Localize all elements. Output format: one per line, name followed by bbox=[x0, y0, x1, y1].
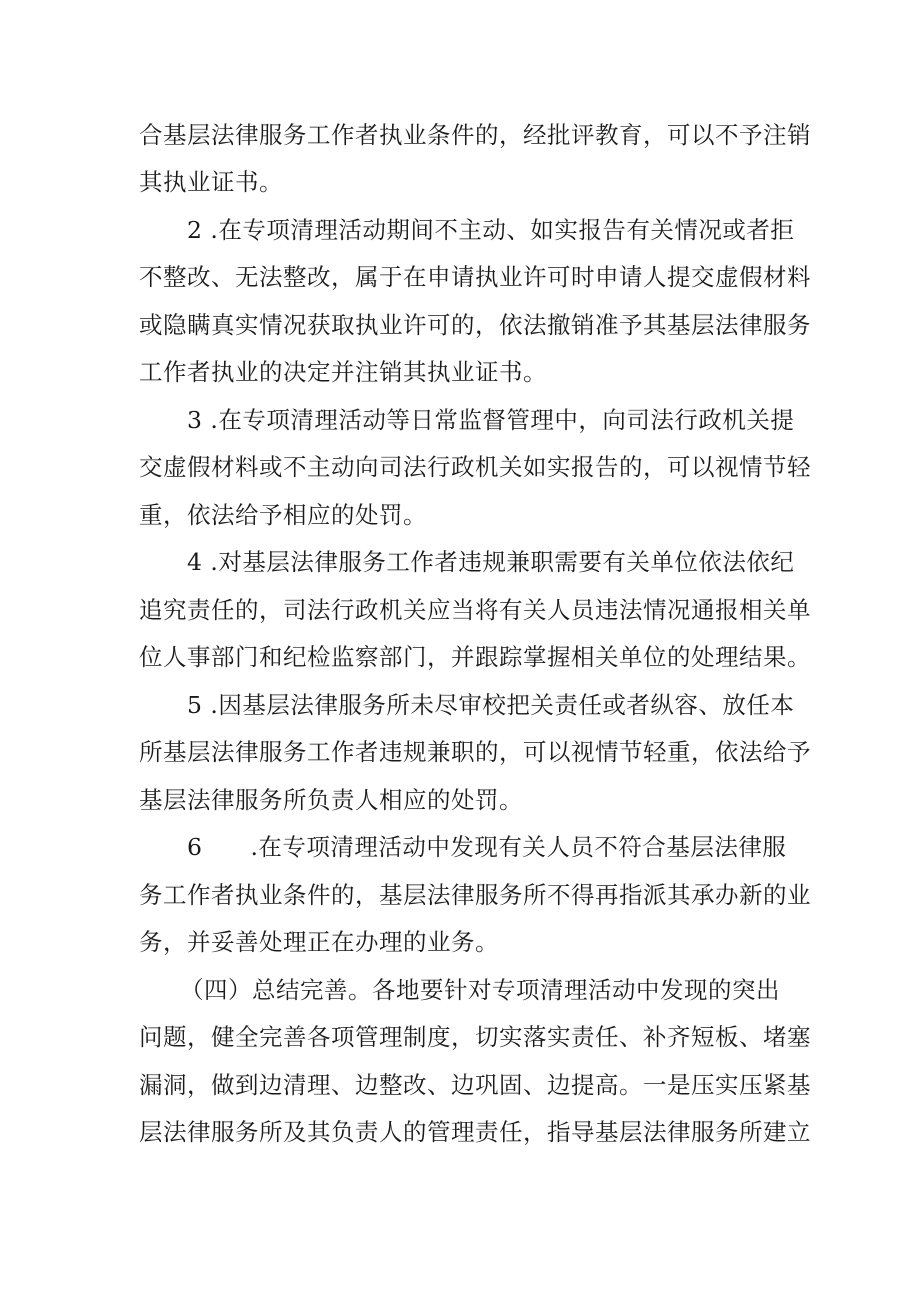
list-item-4: 4 .对基层法律服务工作者违规兼职需要有关单位依法依纪 bbox=[187, 548, 795, 576]
text-line: 务工作者执业条件的，基层法律服务所不得再指派其承办新的业 bbox=[139, 881, 811, 909]
text-line: 交虚假材料或不主动向司法行政机关如实报告的，可以视情节轻 bbox=[139, 453, 811, 481]
text-line: 或隐瞒真实情况获取执业许可的，依法撤销准予其基层法律服务 bbox=[139, 311, 811, 339]
text-line: 问题，健全完善各项管理制度，切实落实责任、补齐短板、堵塞 bbox=[139, 1023, 811, 1051]
text-line: 务，并妥善处理正在办理的业务。 bbox=[139, 928, 499, 956]
list-item-5: 5 .因基层法律服务所未尽审校把关责任或者纵容、放任本 bbox=[187, 691, 795, 719]
list-item-3: 3 .在专项清理活动等日常监督管理中，向司法行政机关提 bbox=[187, 406, 795, 434]
text-line: 追究责任的，司法行政机关应当将有关人员违法情况通报相关单 bbox=[139, 596, 811, 624]
text-line: 其执业证书。 bbox=[139, 168, 283, 196]
text-line: 所基层法律服务工作者违规兼职的，可以视情节轻重，依法给予 bbox=[139, 738, 811, 766]
text-line: 漏洞，做到边清理、边整改、边巩固、边提高。一是压实压紧基 bbox=[139, 1071, 811, 1099]
list-item-2: 2 .在专项清理活动期间不主动、如实报告有关情况或者拒 bbox=[187, 216, 795, 244]
text-line: 合基层法律服务工作者执业条件的，经批评教育，可以不予注销 bbox=[139, 121, 811, 149]
text-line: 位人事部门和纪检监察部门，并跟踪掌握相关单位的处理结果。 bbox=[139, 643, 811, 671]
text-line: 基层法律服务所负责人相应的处罚。 bbox=[139, 786, 523, 814]
text-line: 层法律服务所及其负责人的管理责任，指导基层法律服务所建立 bbox=[139, 1118, 811, 1146]
list-item-6: 6 .在专项清理活动中发现有关人员不符合基层法律服 bbox=[187, 833, 787, 861]
text-line: 工作者执业的决定并注销其执业证书。 bbox=[139, 358, 547, 386]
text-line: 重，依法给予相应的处罚。 bbox=[139, 501, 427, 529]
section-heading-4: （四）总结完善。各地要针对专项清理活动中发现的突出 bbox=[180, 976, 780, 1004]
text-line: 不整改、无法整改，属于在申请执业许可时申请人提交虚假材料 bbox=[139, 263, 811, 291]
